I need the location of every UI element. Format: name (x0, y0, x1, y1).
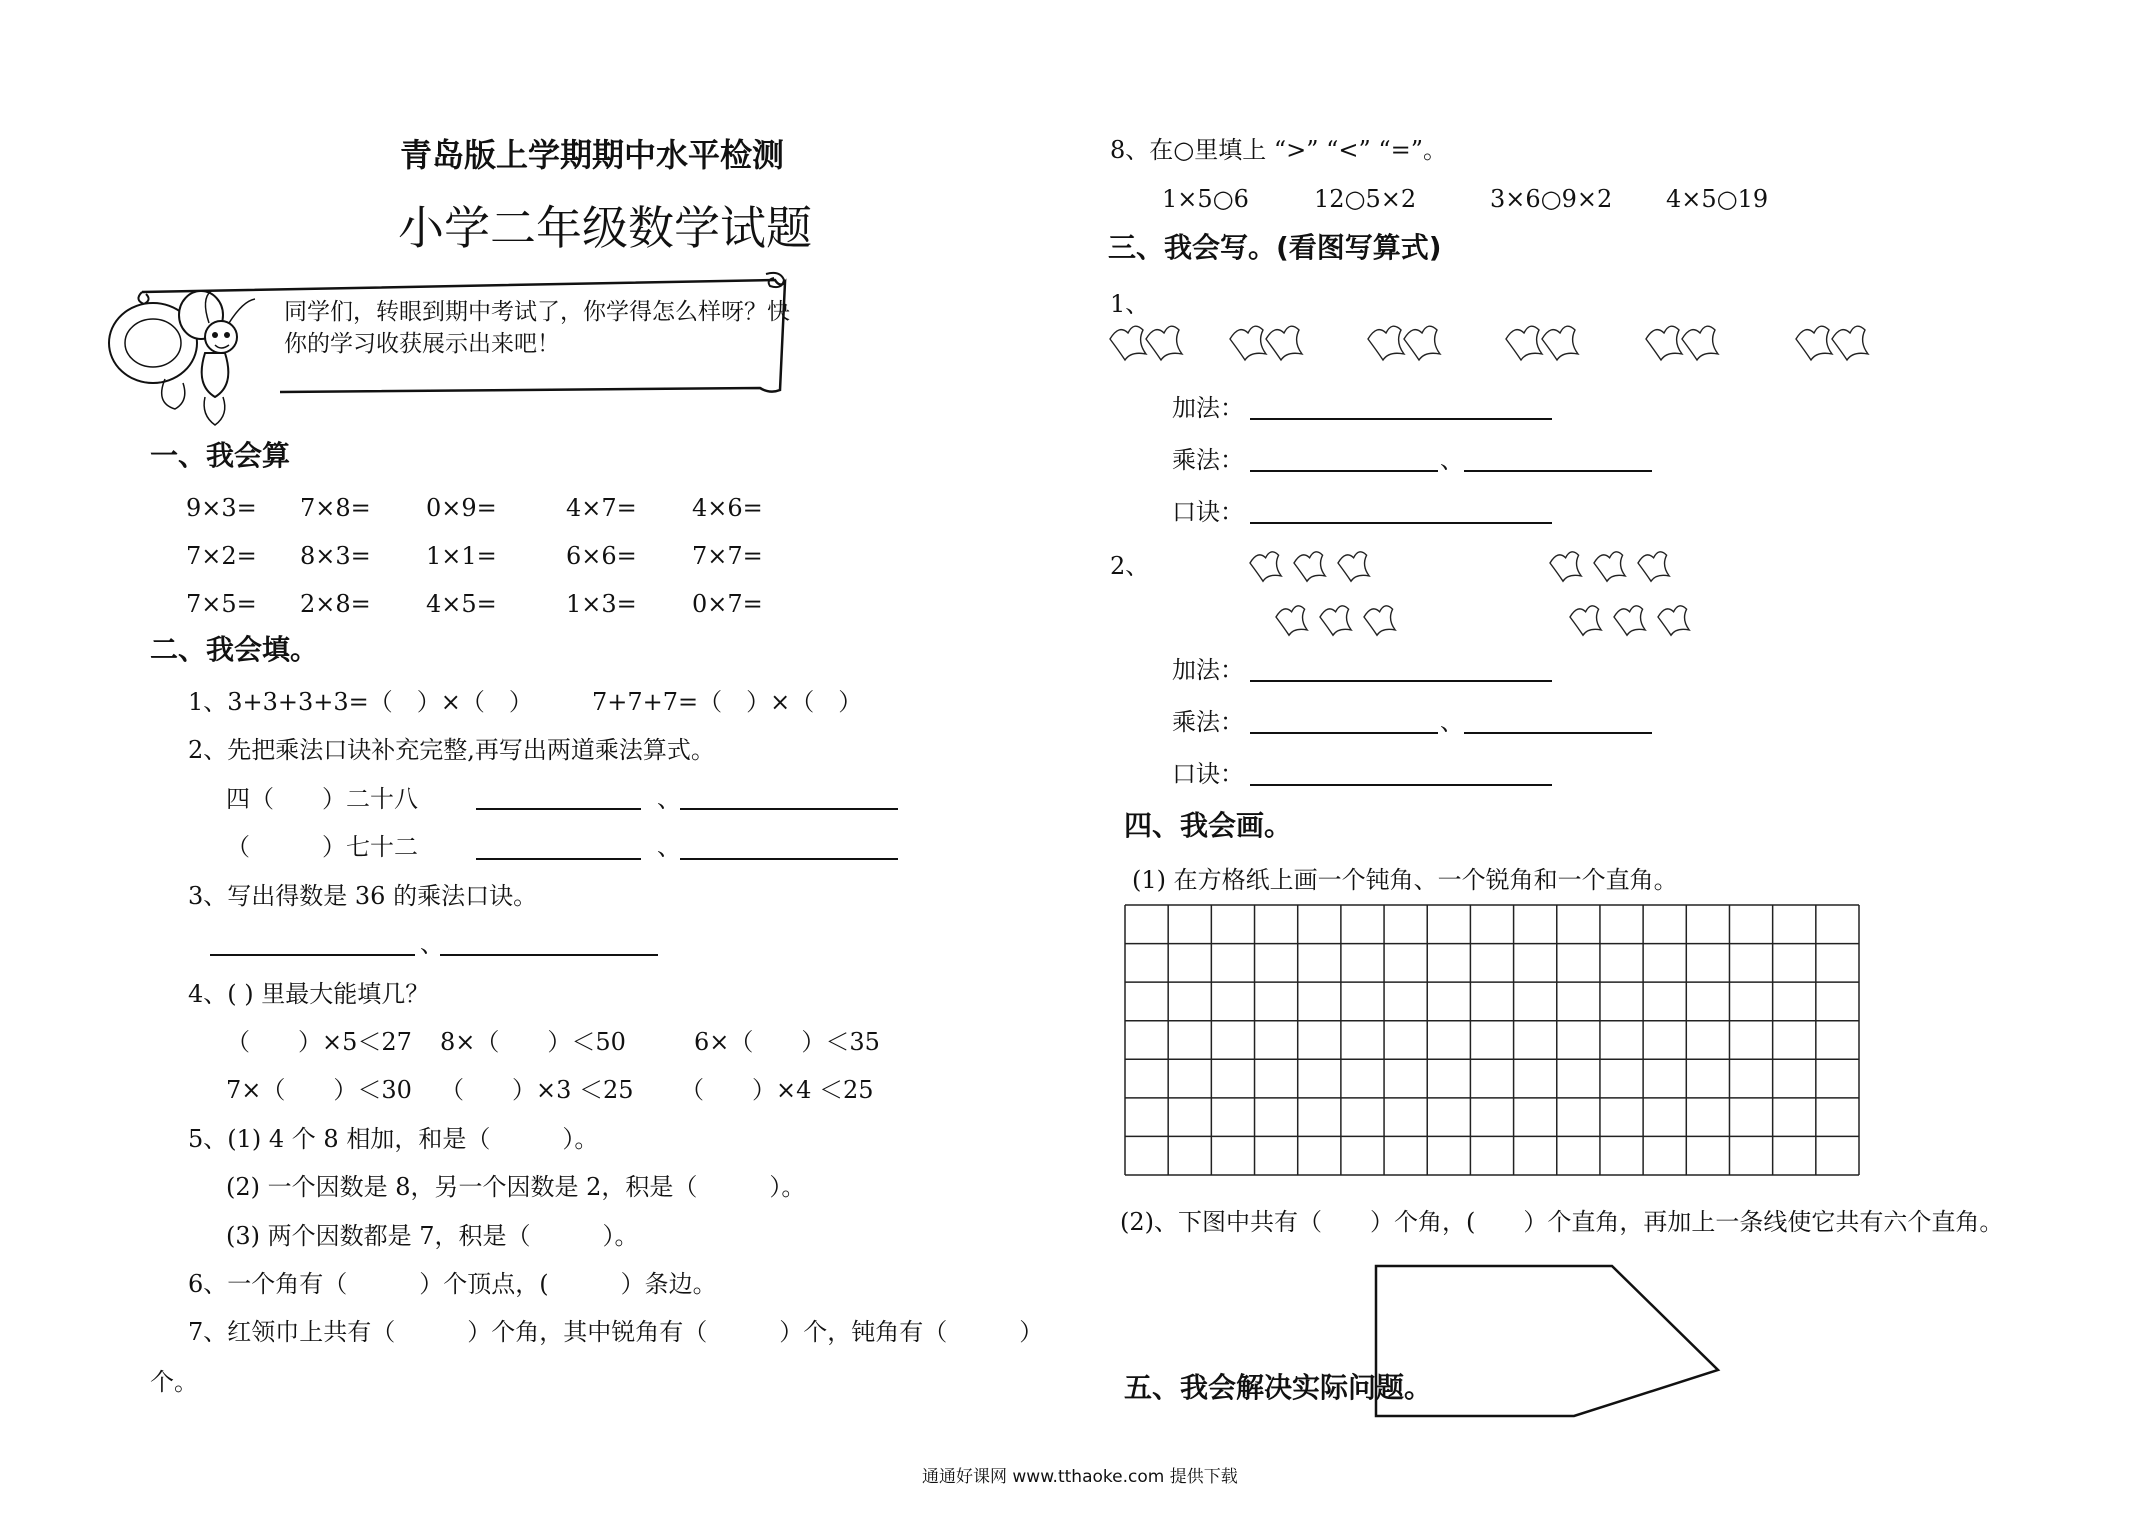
calc-item: 1×3= (566, 590, 637, 618)
calc-item: 8×3= (300, 542, 371, 570)
page-title: 青岛版上学期期中水平检测 (400, 136, 785, 174)
bird-icon (1646, 326, 1682, 360)
q4-r1-c: 6×（ ）＜35 (694, 1028, 880, 1056)
bird-figures-row2 (1240, 540, 1720, 640)
q2-prompt: 2、先把乘法口诀补充完整,再写出两道乘法算式。 (188, 736, 715, 764)
q4-prompt: 4、( ) 里最大能填几？ (188, 980, 430, 1008)
bird-icon (1110, 326, 1146, 360)
q2-separator-a: 、 (657, 785, 681, 813)
s3-p1-rhyme-label: 口诀： (1172, 498, 1244, 526)
calc-item: 0×7= (692, 590, 763, 618)
s3-p1-mul-sep: 、 (1440, 446, 1464, 474)
page-subtitle: 小学二年级数学试题 (398, 201, 812, 255)
calc-item: 2×8= (300, 590, 371, 618)
bird-icon (1796, 326, 1832, 360)
bird-icon (1542, 326, 1578, 360)
calc-item: 1×1= (426, 542, 497, 570)
calc-item: 6×6= (566, 542, 637, 570)
s3-p2-rhyme-label: 口诀： (1172, 760, 1244, 788)
bird-icon (1294, 552, 1325, 581)
q8-item-3: 3×6○9×2 (1490, 185, 1613, 213)
butterfly-icon (105, 285, 285, 435)
bird-icon (1320, 606, 1351, 635)
footer-credit: 通通好课网 www.tthaoke.com 提供下载 (922, 1467, 1238, 1487)
bird-icon (1230, 326, 1266, 360)
bird-icon (1506, 326, 1542, 360)
s3-p2-add-label: 加法： (1172, 656, 1244, 684)
calc-item: 7×2= (186, 542, 257, 570)
q2-rhyme-b: （ ）七十二 (226, 833, 418, 861)
q4-r2-c: （ ）×4 ＜25 (680, 1076, 874, 1104)
calc-item: 7×5= (186, 590, 257, 618)
grid-paper[interactable] (1124, 904, 1860, 1176)
q5-part1: 5、(1) 4 个 8 相加，和是（ ）。 (188, 1125, 599, 1153)
q2-answer-line-a2[interactable] (680, 808, 898, 810)
q2-answer-line-a1[interactable] (476, 808, 641, 810)
bird-icon (1404, 326, 1440, 360)
calc-item: 4×5= (426, 590, 497, 618)
bird-icon (1276, 606, 1307, 635)
bird-icon (1832, 326, 1868, 360)
section-2-heading: 二、我会填。 (150, 633, 319, 666)
s3-p2-add-line[interactable] (1250, 680, 1552, 682)
q2-rhyme-a: 四（ ）二十八 (226, 785, 418, 813)
bird-icon (1146, 326, 1182, 360)
bird-icon (1250, 552, 1281, 581)
bird-icon (1638, 552, 1669, 581)
q3-answer-line-2[interactable] (440, 954, 658, 956)
q4-r2-a: 7×（ ）＜30 (226, 1076, 412, 1104)
q8-prompt: 8、在○里填上 “>” “<” “=”。 (1110, 136, 1448, 164)
bird-icon (1338, 552, 1369, 581)
q4-r2-b: （ ）×3 ＜25 (440, 1076, 634, 1104)
q5-part2: (2) 一个因数是 8，另一个因数是 2，积是（ ）。 (226, 1173, 806, 1201)
q5-part3: (3) 两个因数都是 7，积是（ ）。 (226, 1222, 639, 1250)
q1-right: 7+7+7=（ ）×（ ） (592, 688, 863, 716)
s3-p1-add-line[interactable] (1250, 418, 1552, 420)
bird-icon (1682, 326, 1718, 360)
q2-separator-b: 、 (657, 833, 681, 861)
bird-icon (1570, 606, 1601, 635)
s3-p2-mul-line-1[interactable] (1250, 732, 1438, 734)
q7-prompt: 7、红领巾上共有（ ）个角，其中锐角有（ ）个，钝角有（ ） (188, 1318, 1044, 1346)
section-4-heading: 四、我会画。 (1124, 809, 1293, 842)
s3-p2-mul-line-2[interactable] (1464, 732, 1652, 734)
section-5-heading: 五、我会解决实际问题。 (1124, 1371, 1433, 1404)
calc-item: 9×3= (186, 494, 257, 522)
s3-p1-mul-label: 乘法： (1172, 446, 1244, 474)
bird-icon (1658, 606, 1689, 635)
s3-p1-add-label: 加法： (1172, 394, 1244, 422)
q4-r1-a: （ ）×5＜27 (226, 1028, 412, 1056)
q8-item-2: 12○5×2 (1314, 185, 1417, 213)
section-3-heading: 三、我会写。(看图写算式) (1108, 231, 1442, 264)
bird-figures-row1 (1100, 310, 1900, 370)
q4-r1-b: 8×（ ）＜50 (440, 1028, 626, 1056)
bird-icon (1368, 326, 1404, 360)
q3-separator: 、 (420, 930, 444, 958)
q6-prompt: 6、一个角有（ ）个顶点，( ）条边。 (188, 1270, 717, 1298)
section-1-heading: 一、我会算 (150, 439, 291, 472)
q7-end: 个。 (150, 1368, 198, 1396)
s3-p2-mul-sep: 、 (1440, 708, 1464, 736)
calc-item: 0×9= (426, 494, 497, 522)
q1-left: 1、3+3+3+3=（ ）×（ ） (188, 688, 533, 716)
bird-icon (1594, 552, 1625, 581)
calc-item: 4×7= (566, 494, 637, 522)
s3-p1-rhyme-line[interactable] (1250, 522, 1552, 524)
s3-p2-rhyme-line[interactable] (1250, 784, 1552, 786)
q3-answer-line-1[interactable] (210, 954, 415, 956)
q8-item-1: 1×5○6 (1162, 185, 1249, 213)
bird-icon (1614, 606, 1645, 635)
calc-item: 4×6= (692, 494, 763, 522)
s3-p1-mul-line-1[interactable] (1250, 470, 1438, 472)
s4-q1-prompt: (1) 在方格纸上画一个钝角、一个锐角和一个直角。 (1132, 866, 1678, 894)
calc-item: 7×8= (300, 494, 371, 522)
intro-text-line2: 你的学习收获展示出来吧！ (284, 331, 560, 357)
s3-part2-label: 2、 (1110, 552, 1150, 580)
bird-icon (1266, 326, 1302, 360)
q2-answer-line-b2[interactable] (680, 858, 898, 860)
calc-item: 7×7= (692, 542, 763, 570)
q3-prompt: 3、写出得数是 36 的乘法口诀。 (188, 882, 538, 910)
s4-q2-prompt: (2)、下图中共有（ ）个角，( ）个直角，再加上一条线使它共有六个直角。 (1120, 1208, 2004, 1236)
s3-part1-label: 1、 (1110, 290, 1150, 318)
s3-p2-mul-label: 乘法： (1172, 708, 1244, 736)
intro-text-line1: 同学们，转眼到期中考试了，你学得怎么样呀？快 (284, 299, 790, 325)
q2-answer-line-b1[interactable] (476, 858, 641, 860)
s3-p1-mul-line-2[interactable] (1464, 470, 1652, 472)
q8-item-4: 4×5○19 (1666, 185, 1769, 213)
bird-icon (1550, 552, 1581, 581)
bird-icon (1364, 606, 1395, 635)
